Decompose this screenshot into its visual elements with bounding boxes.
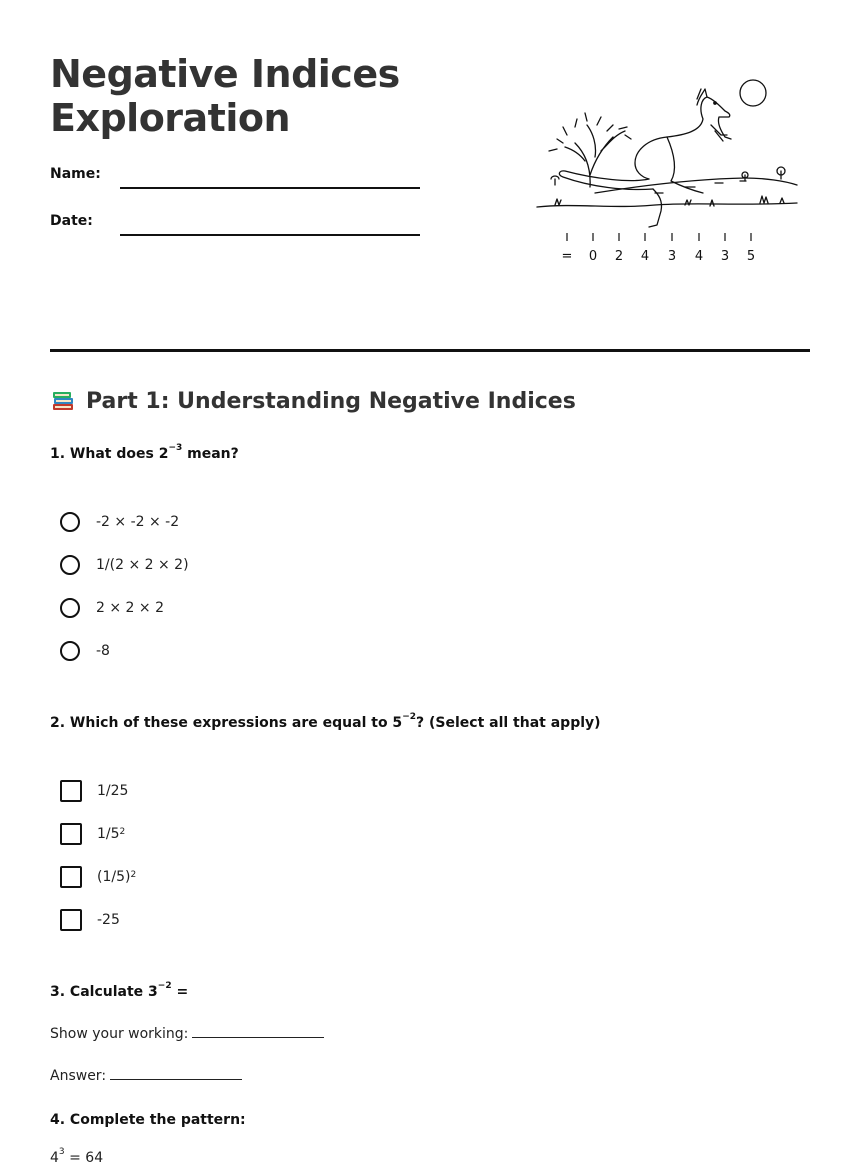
number-line-label: = [561, 249, 573, 264]
radio-button[interactable] [60, 641, 80, 661]
q1-option-4[interactable]: -8 [60, 641, 110, 661]
number-line-label: 3 [720, 249, 730, 264]
checkbox[interactable] [60, 823, 82, 845]
q1-option-3[interactable]: 2 × 2 × 2 [60, 598, 164, 618]
working-line: Show your working: [50, 1025, 324, 1042]
part1-heading [50, 388, 576, 414]
number-line-label: 3 [667, 249, 677, 264]
date-field[interactable] [120, 234, 420, 236]
q2-option-1[interactable]: 1/25 [60, 780, 128, 802]
pattern-first-row: $4^3 = 64$ [50, 1147, 104, 1166]
part1-heading-text: Part 1: Understanding Negative Indices [86, 388, 576, 414]
checkbox[interactable] [60, 909, 82, 931]
checkbox[interactable] [60, 780, 82, 802]
question-1: 1. What does $2^{-3}$ mean? [50, 443, 239, 462]
radio-button[interactable] [60, 512, 80, 532]
name-label: Name: [50, 166, 101, 182]
number-line-label: 5 [746, 249, 756, 264]
checkbox[interactable] [60, 866, 82, 888]
radio-button[interactable] [60, 598, 80, 618]
number-line-label: 4 [640, 249, 650, 264]
answer-line: Answer: [50, 1067, 242, 1084]
name-field[interactable] [120, 187, 420, 189]
question-4: 4. Complete the pattern: [50, 1112, 246, 1128]
question-2: 2. Which of these expressions are equal to $5^{-2}$? (Select all that apply) [50, 712, 601, 731]
title-line-1: Negative Indices [50, 52, 400, 96]
page-title [50, 52, 400, 140]
question-3: 3. Calculate $3^{-2}$ = [50, 981, 189, 1000]
q1-option-2[interactable]: 1/(2 × 2 × 2) [60, 555, 189, 575]
title-line-2: Exploration [50, 96, 291, 140]
books-icon [50, 388, 76, 414]
q2-option-3[interactable]: (1/5) $^2$ [60, 866, 136, 888]
number-line-label: 4 [694, 249, 704, 264]
number-line-label: 2 [614, 249, 624, 264]
date-label: Date: [50, 213, 93, 229]
number-line-label: 0 [588, 249, 598, 264]
working-blank[interactable] [192, 1025, 324, 1038]
radio-button[interactable] [60, 555, 80, 575]
q1-option-1[interactable]: -2 × -2 × -2 [60, 512, 179, 532]
answer-blank[interactable] [110, 1067, 242, 1080]
section-divider [50, 349, 810, 352]
kangaroo-outback-icon [535, 75, 805, 270]
q2-option-2[interactable]: 1/5 $^2$ [60, 823, 125, 845]
q2-option-4[interactable]: -25 [60, 909, 120, 931]
